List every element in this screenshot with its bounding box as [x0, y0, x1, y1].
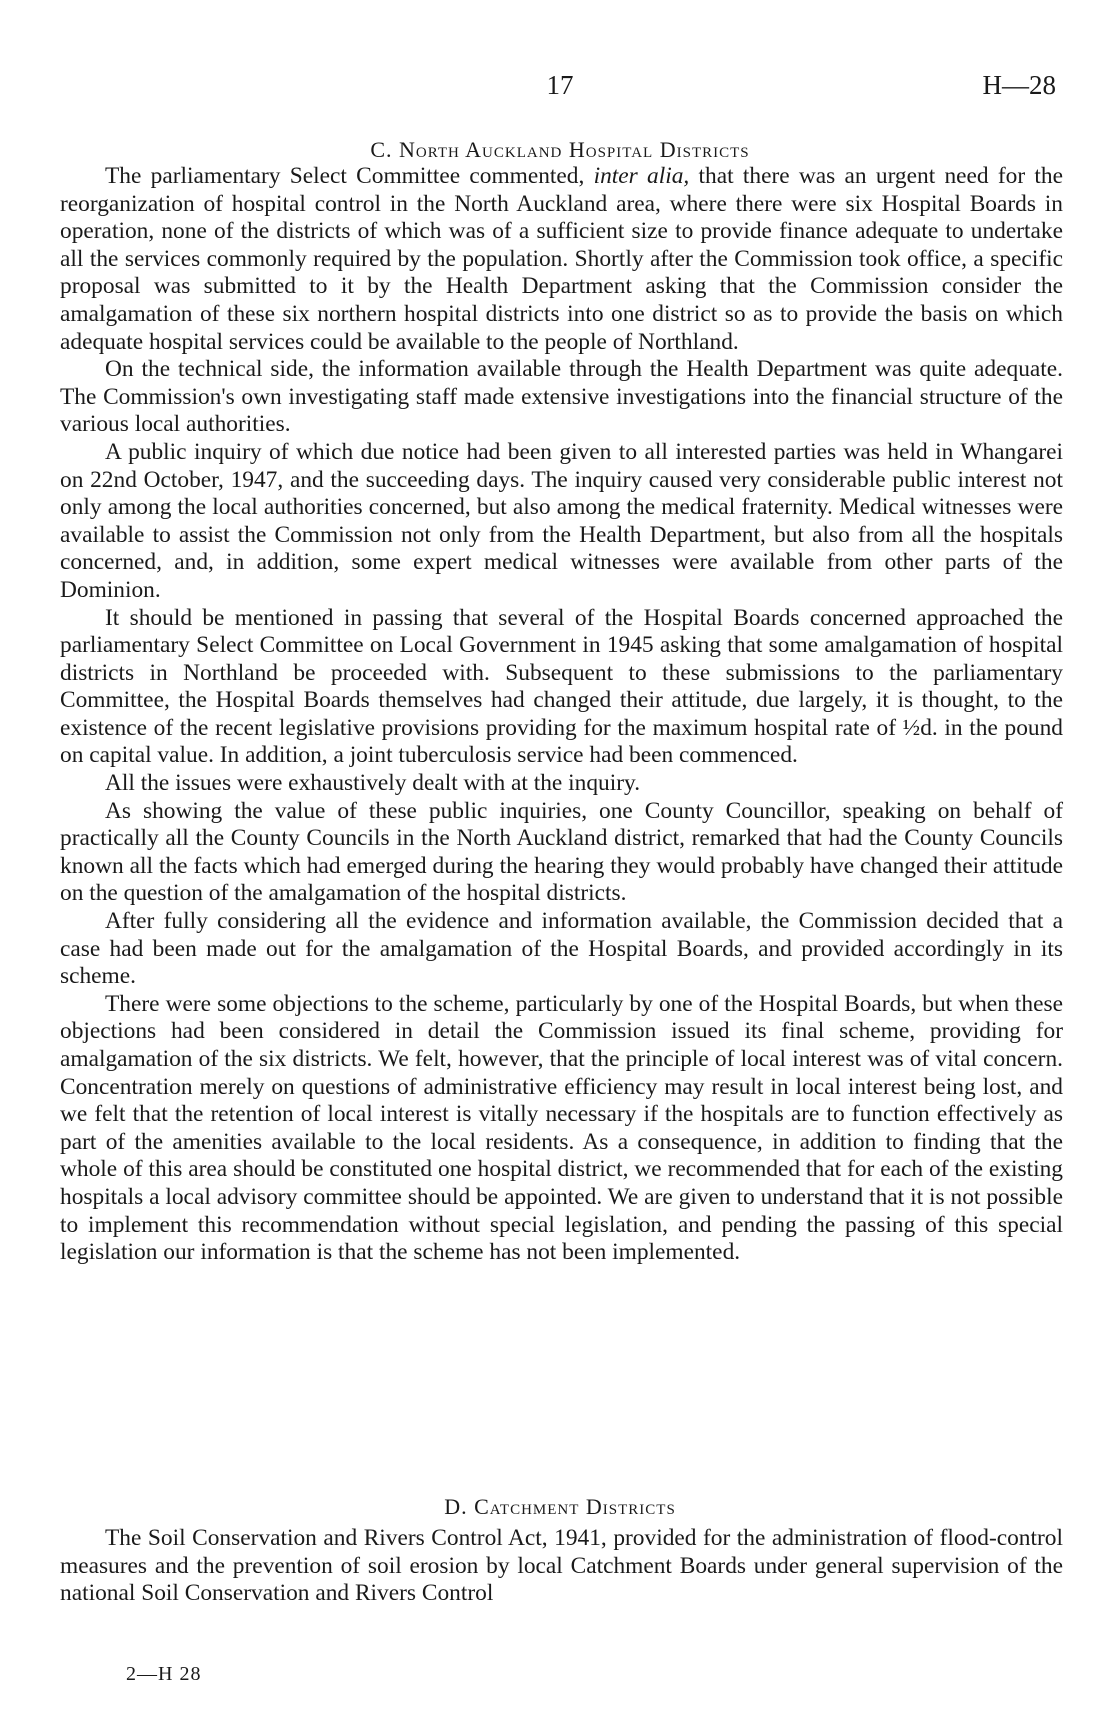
paragraph-text: that there was an urgent need for the reorganization of hospital control in the North Auckland area, where there were six Hospital Boards in operation, none of the districts of which was of a sufficient size to provide finance adequate to undertake all the services commonly required by the population. Shortly after the Commission took office, a specific proposal was submitted to it by the Health Department asking that the Commission consider the amalgamation of these six northern hospital districts into one district so as to provide the basis on which adequate hospital services could be available to the people of Northland. [60, 163, 1063, 355]
italic-phrase: inter alia, [593, 163, 690, 189]
section-body-north-auckland [60, 163, 1063, 1267]
paragraph-text: The parliamentary Select Committee commented, [105, 163, 594, 189]
section-heading-catchment-districts: D. Catchment Districts [444, 1494, 676, 1519]
paragraph: All the issues were exhaustively dealt with at the inquiry. [105, 770, 641, 797]
paragraph: After fully considering all the evidence and information available, the Commission decided that a case had been made out for the amalgamation of the Hospital Boards, and provided accordingly in its scheme. [60, 908, 1063, 990]
paragraph [60, 163, 1063, 356]
signature-mark: 2—H 28 [126, 1663, 202, 1685]
paragraph: On the technical side, the information available through the Health Department was quite adequate. The Commission's own investigating staff made extensive investigations into the financial structure of the various local authorities. [60, 356, 1063, 438]
document-reference: H—28 [982, 70, 1056, 100]
paragraph: There were some objections to the scheme, particularly by one of the Hospital Boards, but when these objections had been considered in detail the Commission issued its final scheme, providing for amalgamation of the six districts. We felt, however, that the principle of local interest was of vital concern. Concentration merely on questions of administrative efficiency may result in local interest being lost, and we felt that the retention of local interest is vitally necessary if the hospitals are to function effectively as part of the amenities available to the local residents. As a consequence, in addition to finding that the whole of this area should be constituted one hospital district, we recommended that for each of the existing hospitals a local advisory committee should be appointed. We are given to understand that it is not possible to implement this recommendation without special legislation, and pending the passing of this special legislation our information is that the scheme has not been implemented. [60, 990, 1063, 1266]
page-number: 17 [546, 70, 574, 100]
paragraph: It should be mentioned in passing that several of the Hospital Boards concerned approached the parliamentary Select Committee on Local Government in 1945 asking that some amalgamation of hospital districts in Northland be proceeded with. Subsequent to these submissions to the parliamentary Committee, the Hospital Boards themselves had changed their attitude, due largely, it is thought, to the existence of the recent legislative provisions providing for the maximum hospital rate of ½d. in the pound on capital value. In addition, a joint tuberculosis service had been commenced. [60, 604, 1063, 769]
section-body-catchment-districts [60, 1525, 1063, 1608]
paragraph: The Soil Conservation and Rivers Control Act, 1941, provided for the administration of flood-control measures and the prevention of soil erosion by local Catchment Boards under general supervision of the national Soil Conservation and Rivers Control [60, 1525, 1063, 1607]
paragraph: As showing the value of these public inquiries, one County Councillor, speaking on behalf of practically all the County Councils in the North Auckland district, remarked that had the County Councils known all the facts which had emerged during the hearing they would probably have changed their attitude on the question of the amalgamation of the hospital districts. [60, 797, 1063, 907]
paragraph: A public inquiry of which due notice had been given to all interested parties was held in Whangarei on 22nd October, 1947, and the succeeding days. The inquiry caused very considerable public interest not only among the local authorities concerned, but also among the medical fraternity. Medical witnesses were available to assist the Commission not only from the Health Department, but also from all the hospitals concerned, and, in addition, some expert medical witnesses were available from other parts of the Dominion. [60, 438, 1063, 603]
section-heading-north-auckland: C. North Auckland Hospital Districts [370, 137, 750, 162]
